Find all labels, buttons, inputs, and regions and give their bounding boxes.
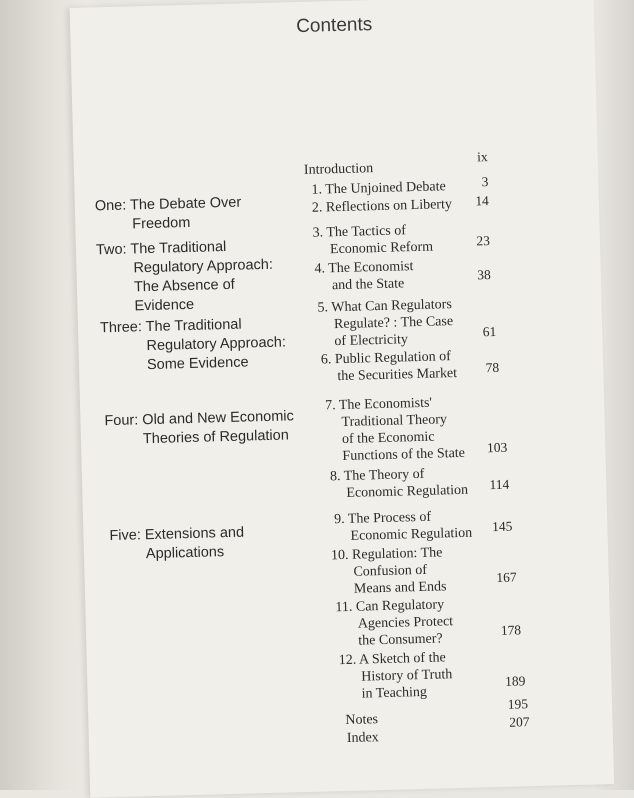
part-four-line1: Four: Old and New Economic <box>104 408 294 430</box>
chapter-7-line1: 7. The Economists' <box>324 395 433 414</box>
chapter-12-line3: in Teaching <box>361 684 428 702</box>
part-three-line2: Regulatory Approach: <box>146 334 287 355</box>
part-one-line2: Freedom <box>132 214 191 233</box>
chapter-9-line2: Economic Regulation <box>350 525 473 544</box>
part-three-line3: Some Evidence <box>146 354 249 374</box>
chapter-9-page: 145 <box>491 518 513 535</box>
chapter-7-line4: Functions of the State <box>342 445 466 464</box>
chapter-11-line2: Agencies Protect <box>357 614 454 632</box>
chapter-10-line1: 10. Regulation: The <box>330 545 443 564</box>
chapter-3-page: 23 <box>476 233 491 249</box>
chapter-7-line2: Traditional Theory <box>341 412 448 431</box>
toc-intro-page: ix <box>476 149 488 165</box>
toc-notes-page: 195 <box>507 696 529 712</box>
chapter-5-page: 61 <box>482 323 497 340</box>
chapter-1-title: 1. The Unjoined Debate <box>311 179 446 198</box>
toc-intro-label: Introduction <box>303 161 374 178</box>
part-five-line2: Applications <box>145 544 225 563</box>
chapter-11-line1: 11. Can Regulatory <box>335 597 445 616</box>
chapter-2-page: 14 <box>475 193 490 209</box>
chapter-3-line1: 3. The Tactics of <box>312 223 407 241</box>
chapter-1-page: 3 <box>481 174 489 190</box>
chapter-4-page: 38 <box>477 267 491 283</box>
chapter-9-line1: 9. The Process of <box>333 509 432 528</box>
part-two-line4: Evidence <box>134 296 195 315</box>
part-five-line1: Five: Extensions and <box>109 524 245 545</box>
chapter-3-line2: Economic Reform <box>329 239 434 258</box>
part-one-line1: One: The Debate Over <box>94 194 242 215</box>
toc-notes-label: Notes <box>345 712 379 729</box>
chapter-2-title: 2. Reflections on Liberty <box>311 197 453 216</box>
part-two-line3: The Absence of <box>133 276 235 296</box>
chapter-5-line1: 5. What Can Regulators <box>317 297 453 316</box>
toc-index-label: Index <box>346 730 379 746</box>
chapter-10-line3: Means and Ends <box>353 579 447 597</box>
chapter-6-line1: 6. Public Regulation of <box>320 349 451 368</box>
page-title: Contents <box>295 14 373 38</box>
chapter-12-line2: History of Truth <box>361 667 453 685</box>
chapter-8-page: 114 <box>489 476 510 493</box>
chapter-5-line2: Regulate? : The Case <box>333 314 454 333</box>
chapter-4-line2: and the State <box>331 276 405 294</box>
toc-index-page: 207 <box>509 714 530 730</box>
chapter-11-page: 178 <box>500 622 522 638</box>
part-two-line2: Regulatory Approach: <box>133 256 274 277</box>
part-three-line1: Three: The Traditional <box>99 316 242 337</box>
chapter-12-line1: 12. A Sketch of the <box>338 650 446 669</box>
part-two-line1: Two: The Traditional <box>95 238 227 259</box>
chapter-4-line1: 4. The Economist <box>314 259 414 277</box>
chapter-12-page: 189 <box>504 673 526 689</box>
chapter-10-line2: Confusion of <box>353 562 428 580</box>
chapter-7-page: 103 <box>486 439 508 456</box>
chapter-8-line1: 8. The Theory of <box>329 466 425 485</box>
chapter-8-line2: Economic Regulation <box>346 482 469 501</box>
chapter-5-line3: of Electricity <box>334 332 409 350</box>
chapter-7-line3: of the Economic <box>341 429 435 448</box>
part-four-line2: Theories of Regulation <box>142 427 290 448</box>
chapter-6-line2: the Securities Market <box>337 365 458 385</box>
chapter-10-page: 167 <box>496 569 517 586</box>
chapter-11-line3: the Consumer? <box>358 631 443 649</box>
chapter-6-page: 78 <box>485 359 500 376</box>
book-page <box>70 0 615 798</box>
